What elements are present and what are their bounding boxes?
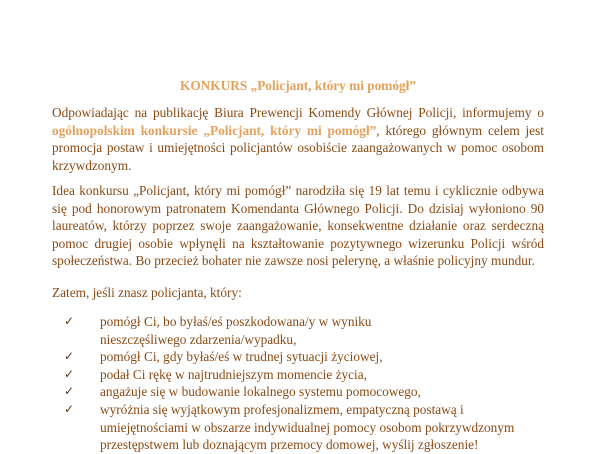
paragraph-lead-in: Zatem, jeśli znasz policjanta, który: xyxy=(52,285,242,300)
list-item xyxy=(52,383,544,401)
intro-text-1: Odpowiadając na publikację Biura Prewencji Komendy Głównej Policji, informujemy o xyxy=(52,105,544,120)
paragraph-intro xyxy=(52,104,544,174)
list-item-text: pomógł Ci, gdy byłaś/eś w trudnej sytuacji życiowej, xyxy=(100,349,383,365)
list-item-text: angażuje się w budowanie lokalnego systemu pomocowego, xyxy=(100,384,421,400)
list-item-text: pomógł Ci, bo byłaś/eś poszkodowana/y w wyniku nieszczęśliwego zdarzenia/wypadku, xyxy=(100,314,372,347)
contest-name-highlight: ogólnopolskim konkursie „Policjant, który mi pomógł” xyxy=(52,122,377,138)
checkmark-icon: ✓ xyxy=(64,349,75,364)
list-item-text: wyróżnia się wyjątkowym profesjonalizmem, empatyczną postawą i umiejętnościami w obszarze indywidualnej pomocy osobom pokrzywdzonym przestępstwem lub doznającym przemocy domowej, wyślij zgłoszenie! xyxy=(100,401,515,453)
list-item xyxy=(52,348,544,366)
paragraph-idea: Idea konkursu „Policjant, który mi pomógł” narodziła się 19 lat temu i cyklicznie odbywa się pod honorowym patronatem Komendanta Głównego Policji. Do dzisiaj wyłoniono 90 laureatów, którzy poprzez swoje zaangażowanie, konsekwentne działanie oraz serdeczną pomoc drugiej osobie wpłynęli na kształtowanie pozytywnego wizerunku Policji wśród społeczeństwa. Bo przecież bohater nie zawsze nosi pelerynę, a właśnie policyjny mundur. xyxy=(52,183,544,269)
checkmark-icon: ✓ xyxy=(64,314,75,328)
checkmark-icon: ✓ xyxy=(64,366,75,381)
checkmark-icon: ✓ xyxy=(64,384,75,399)
intro-text-2: , którego głównym celem jest promocja postaw i umiejętności policjantów osobiście zaangażowanych w pomoc osobom krzywdzonym. xyxy=(52,122,544,173)
list-item xyxy=(52,366,544,384)
list-item xyxy=(52,313,544,348)
criteria-list xyxy=(52,313,544,454)
list-item-text: podał Ci rękę w najtrudniejszym momencie życia, xyxy=(100,366,367,382)
list-item xyxy=(52,401,544,454)
checkmark-icon: ✓ xyxy=(64,401,75,416)
document-title: KONKURS „Policjant, który mi pomógł” xyxy=(179,78,416,93)
